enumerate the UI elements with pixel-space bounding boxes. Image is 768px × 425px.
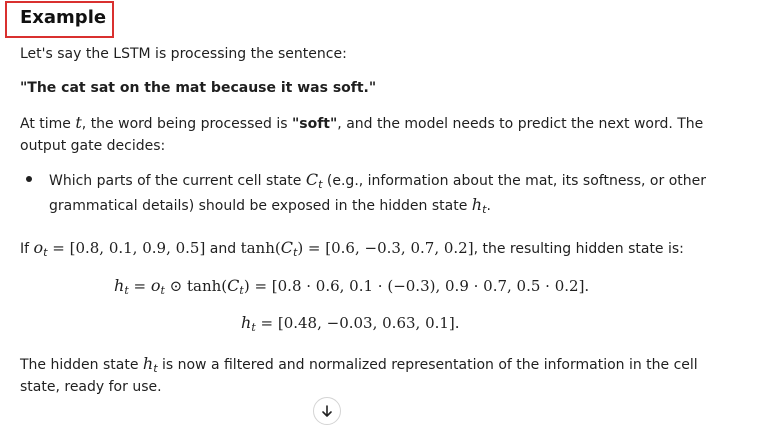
equation-hidden-state-result <box>241 313 460 334</box>
bullet-text-b: (e.g., information about the mat, its softness, or other <box>322 173 706 189</box>
hidden-state-subscript: t <box>482 203 487 216</box>
p1-text-c: , and the model needs to predict the next word. The <box>337 116 704 132</box>
equation-hidden-state-expansion <box>114 276 589 297</box>
p3-h: h <box>142 354 154 373</box>
eq2-h-sub: t <box>251 321 256 334</box>
tanh-cell-symbol: C <box>280 238 293 257</box>
bullet-text-line2: grammatical details) should be exposed in the hidden state <box>49 198 472 214</box>
p3-text-a: The hidden state <box>20 357 143 373</box>
paragraph-conclusion <box>20 354 698 375</box>
output-gate-values: = [0.8, 0.1, 0.9, 0.5] <box>47 239 206 257</box>
bullet-line-1 <box>49 170 706 191</box>
cell-state-subscript: t <box>318 178 323 191</box>
scroll-down-button[interactable] <box>313 397 341 425</box>
eq2-rest: = [0.48, −0.03, 0.63, 0.1]. <box>255 314 460 332</box>
tanh-function: tanh( <box>240 239 281 257</box>
eq1-h: h <box>114 276 125 295</box>
eq1-o: o <box>150 276 161 295</box>
example-sentence: "The cat sat on the mat because it was soft." <box>20 80 377 96</box>
bullet-period: . <box>486 198 491 214</box>
p2-text-b: and <box>205 241 241 257</box>
eq1-operator: ⊙ tanh( <box>164 277 228 295</box>
section-heading: Example <box>20 7 107 28</box>
tanh-cell-subscript: t <box>292 246 298 259</box>
eq1-h-sub: t <box>124 284 129 297</box>
eq1-c-sub: t <box>239 284 244 297</box>
p3-h-sub: t <box>153 362 158 375</box>
bullet-line-2 <box>49 195 491 216</box>
paragraph-time-step-line2: output gate decides: <box>20 138 166 154</box>
eq2-h: h <box>241 313 252 332</box>
paragraph-conclusion-line2: state, ready for use. <box>20 379 162 395</box>
p3-text-b: is now a filtered and normalized representation of the information in the cell <box>157 357 698 373</box>
current-word: "soft" <box>291 116 338 132</box>
p1-text-b: , the word being processed is <box>81 116 292 132</box>
time-variable: t <box>75 113 82 132</box>
cell-state-symbol: C <box>305 170 319 189</box>
p2-text-a: If <box>20 241 34 257</box>
bullet-text-a: Which parts of the current cell state <box>49 173 306 189</box>
paragraph-values <box>20 238 684 259</box>
tanh-values: ) = [0.6, −0.3, 0.7, 0.2] <box>297 239 474 257</box>
eq1-o-sub: t <box>160 284 165 297</box>
paragraph-time-step <box>20 113 703 132</box>
eq1-c: C <box>227 276 240 295</box>
hidden-state-symbol: h <box>471 195 483 214</box>
eq1-rest: ) = [0.8 · 0.6, 0.1 · (−0.3), 0.9 · 0.7, 0.5 · 0.2]. <box>243 277 590 295</box>
output-gate-symbol: o <box>33 238 44 257</box>
p1-text-a: At time <box>20 116 76 132</box>
bullet-dot <box>26 176 32 182</box>
intro-text: Let's say the LSTM is processing the sentence: <box>20 46 347 62</box>
p2-text-c: , the resulting hidden state is: <box>473 241 684 257</box>
output-gate-subscript: t <box>43 246 48 259</box>
arrow-down-icon <box>320 404 334 418</box>
eq1-equals: = <box>128 277 151 295</box>
